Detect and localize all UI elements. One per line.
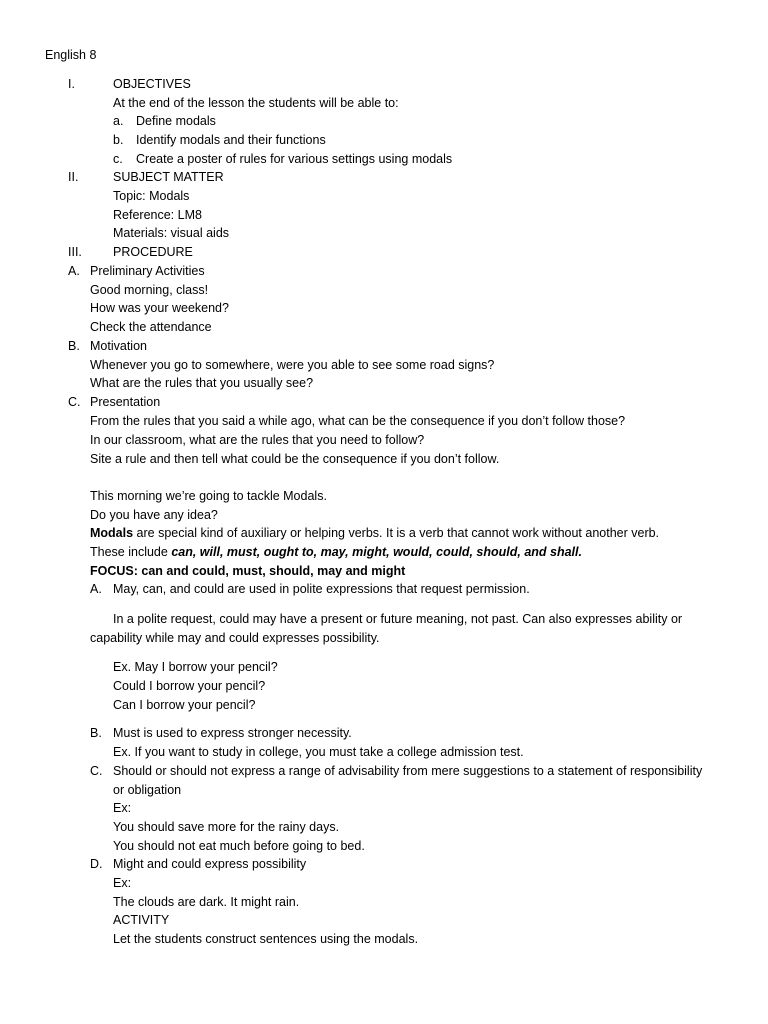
objective-mark-a: a. [113, 114, 124, 128]
preliminary-line-3: Check the attendance [90, 320, 212, 334]
objective-item-a: Define modals [136, 114, 216, 128]
document-header: English 8 [45, 48, 97, 62]
motivation-line-2: What are the rules that you usually see? [90, 376, 314, 390]
focus-c-ex-label: Ex: [113, 801, 132, 815]
modals-definition [90, 524, 659, 543]
procedure-mark-b: B. [68, 339, 80, 353]
section-number-subject: II. [68, 170, 79, 184]
presentation-line-1: From the rules that you said a while ago, what can be the consequence if you don’t follow those? [90, 414, 626, 428]
preliminary-line-1: Good morning, class! [90, 283, 209, 297]
focus-item-c-continued: or obligation [113, 783, 182, 797]
preliminary-line-2: How was your weekend? [90, 301, 229, 315]
objective-item-c: Create a poster of rules for various settings using modals [136, 152, 453, 166]
procedure-mark-a: A. [68, 264, 80, 278]
focus-a-example-2: Could I borrow your pencil? [113, 679, 266, 693]
focus-a-example-1: Ex. May I borrow your pencil? [113, 660, 278, 674]
modals-term: Modals [90, 526, 134, 540]
motivation-line-1: Whenever you go to somewhere, were you able to see some road signs? [90, 358, 495, 372]
modals-include-prefix: These include [90, 545, 172, 559]
modals-include-list: can, will, must, ought to, may, might, would, could, should, and shall. [171, 545, 582, 559]
modals-definition-text: are special kind of auxiliary or helping verbs. It is a verb that cannot work without another verb. [133, 526, 660, 540]
activity-title: ACTIVITY [113, 913, 170, 927]
modals-include [90, 543, 582, 562]
focus-b-example: Ex. If you want to study in college, you must take a college admission test. [113, 745, 524, 759]
objective-item-b: Identify modals and their functions [136, 133, 326, 147]
focus-a-example-3: Can I borrow your pencil? [113, 698, 256, 712]
section-number-objectives: I. [68, 77, 75, 91]
presentation-idea: Do you have any idea? [90, 508, 218, 522]
focus-mark-b: B. [90, 726, 102, 740]
focus-item-b: Must is used to express stronger necessity. [113, 726, 352, 740]
subject-topic: Topic: Modals [113, 189, 190, 203]
modals-focus: FOCUS: can and could, must, should, may and might [90, 564, 406, 578]
procedure-mark-c: C. [68, 395, 81, 409]
section-title-procedure: PROCEDURE [113, 245, 193, 259]
motivation-title: Motivation [90, 339, 147, 353]
presentation-line-3: Site a rule and then tell what could be the consequence if you don’t follow. [90, 452, 500, 466]
focus-a-paragraph: In a polite request, could may have a present or future meaning, not past. Can also expresses ability or capability while may and could expresses possibility. [90, 612, 683, 645]
focus-item-c: Should or should not express a range of advisability from mere suggestions to a statement of responsibility [113, 764, 703, 778]
focus-mark-a: A. [90, 582, 102, 596]
focus-mark-c: C. [90, 764, 103, 778]
focus-d-ex-label: Ex: [113, 876, 132, 890]
section-title-subject: SUBJECT MATTER [113, 170, 224, 184]
focus-d-example: The clouds are dark. It might rain. [113, 895, 300, 909]
focus-c-example-1: You should save more for the rainy days. [113, 820, 340, 834]
focus-mark-d: D. [90, 857, 103, 871]
presentation-tackle: This morning we’re going to tackle Modals. [90, 489, 327, 503]
focus-item-a: May, can, and could are used in polite expressions that request permission. [113, 582, 530, 596]
presentation-line-2: In our classroom, what are the rules that you need to follow? [90, 433, 425, 447]
section-number-procedure: III. [68, 245, 82, 259]
objective-mark-c: c. [113, 152, 123, 166]
focus-item-d: Might and could express possibility [113, 857, 307, 871]
subject-reference: Reference: LM8 [113, 208, 202, 222]
objectives-intro: At the end of the lesson the students will be able to: [113, 96, 399, 110]
focus-c-example-2: You should not eat much before going to bed. [113, 839, 365, 853]
preliminary-title: Preliminary Activities [90, 264, 205, 278]
activity-text: Let the students construct sentences using the modals. [113, 932, 419, 946]
subject-materials: Materials: visual aids [113, 226, 230, 240]
section-title-objectives: OBJECTIVES [113, 77, 191, 91]
objective-mark-b: b. [113, 133, 124, 147]
presentation-title: Presentation [90, 395, 161, 409]
